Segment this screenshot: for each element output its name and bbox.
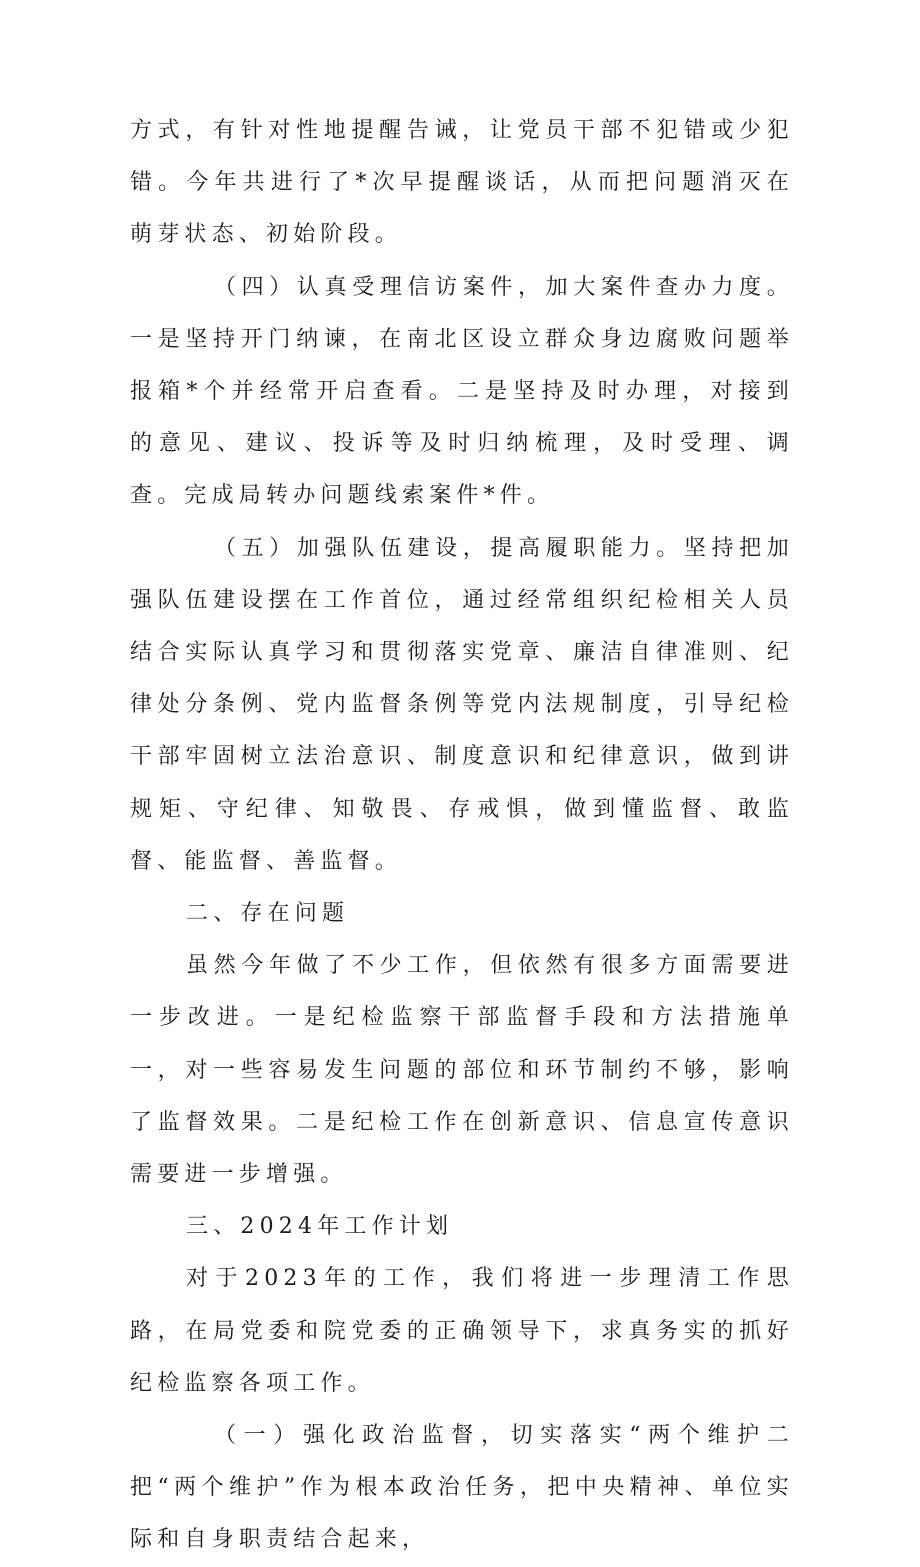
section-heading-plan: 三、2024年工作计划 [186,1214,454,1240]
section-heading-problems: 二、存在问题 [186,901,350,927]
paragraph-case-handling: （四）认真受理信访案件，加大案件查办力度。一是坚持开门纳谏，在南北区设立群众身边腐败问题举报箱*个并经常开启查看。二是坚持及时办理，对接到的意见、建议、投诉等及时归纳梳理，及时受理、调查。完成局转办问题线索案件*件。 [130,274,794,509]
paragraph-problems: 虽然今年做了不少工作，但依然有很多方面需要进一步改进。一是纪检监察干部监督手段和方法措施单一，对一些容易发生问题的部位和环节制约不够，影响了监督效果。二是纪检工作在创新意识、信息宣传意识需要进一步增强。 [130,953,794,1188]
paragraph-political-supervision: （一）强化政治监督，切实落实“两个维护二把“两个维护”作为根本政治任务，把中央精神、单位实际和自身职责结合起来， [130,1423,794,1553]
paragraph-team-building: （五）加强队伍建设，提高履职能力。坚持把加强队伍建设摆在工作首位，通过经常组织纪检相关人员结合实际认真学习和贯彻落实党章、廉洁自律准则、纪律处分条例、党内监督条例等党内法规制度，引导纪检干部牢固树立法治意识、制度意识和纪律意识，做到讲规矩、守纪律、知敬畏、存戒惧，做到懂监督、敢监督、能监督、善监督。 [130,535,794,874]
paragraph-plan-intro: 对于2023年的工作，我们将进一步理清工作思路，在局党委和院党委的正确领导下，求真务实的抓好纪检监察各项工作。 [130,1266,794,1396]
document-page [130,105,794,1567]
paragraph-continuation: 方式，有针对性地提醒告诫，让党员干部不犯错或少犯错。今年共进行了*次早提醒谈话，从而把问题消灭在萌芽状态、初始阶段。 [130,118,794,248]
